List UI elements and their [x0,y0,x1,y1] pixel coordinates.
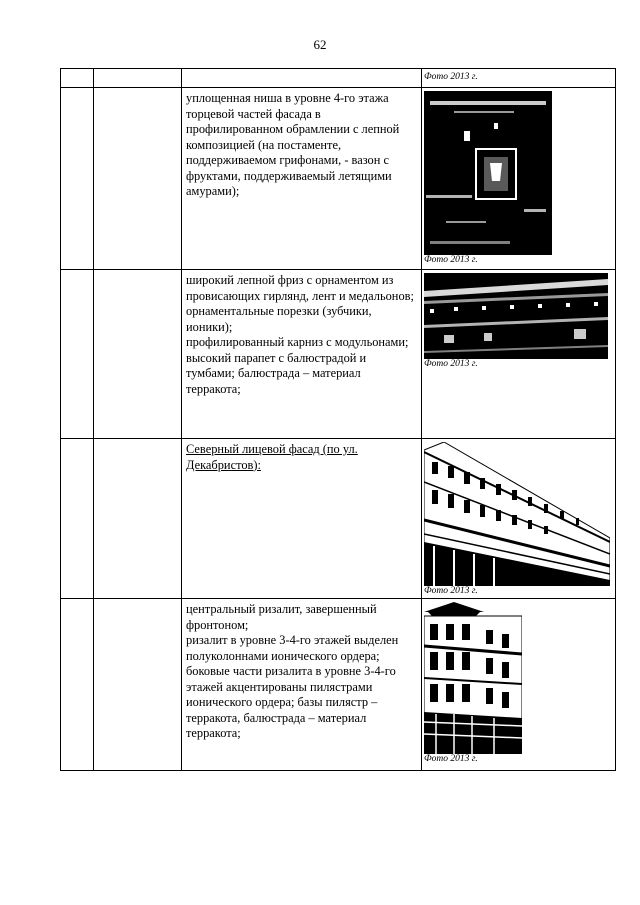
risalit-photo [424,602,615,754]
description-cell [182,599,422,771]
section-heading: Северный лицевой фасад (по ул. Декабристов): [186,442,358,472]
category-cell [94,270,182,439]
number-cell [61,69,94,88]
category-cell [94,439,182,599]
feature-description: уплощенная ниша в уровне 4-го этажа торцевой частей фасада в профилированном обрамлении с лепной композицией (на постаменте, поддерживаемом грифонами, - вазон с фруктами, поддерживаемый летящими амурами); [186,91,400,198]
niche-photo [424,91,615,255]
feature-line: центральный ризалит, завершенный фронтоном; [186,602,377,632]
category-cell [94,599,182,771]
table-row [61,439,616,599]
table-row [61,69,616,88]
description-cell [182,88,422,270]
feature-line: широкий лепной фриз с орнаментом из провисающих гирлянд, лент и медальонов; [186,273,414,303]
monument-features-table [60,68,616,771]
description-cell [182,439,422,599]
number-cell [61,88,94,270]
table-row [61,599,616,771]
photo-caption: Фото 2013 г. [424,255,478,265]
photo-cell [422,270,616,439]
photo-caption: Фото 2013 г. [424,359,478,369]
photo-cell [422,88,616,270]
description-cell [182,69,422,88]
north-facade-photo [424,442,615,586]
feature-line: ризалит в уровне 3-4-го этажей выделен полуколоннами ионического ордера; [186,633,399,663]
photo-caption: Фото 2013 г. [424,72,478,82]
feature-line: профилированный карниз с модульонами; [186,335,409,349]
number-cell [61,439,94,599]
category-cell [94,88,182,270]
feature-line: орнаментальные порезки (зубчики, ионики); [186,304,372,334]
photo-cell [422,439,616,599]
photo-cell [422,599,616,771]
number-cell [61,270,94,439]
photo-caption: Фото 2013 г. [424,586,478,596]
table-row [61,270,616,439]
number-cell [61,599,94,771]
page-number: 62 [313,37,327,52]
description-cell [182,270,422,439]
photo-cell [422,69,616,88]
frieze-photo [424,273,615,359]
table-row [61,88,616,270]
feature-line: боковые части ризалита в уровне 3-4-го этажей акцентированы пилястрами ионического ордера; базы пилястр – терракота, балюстрада – материал терракота; [186,664,396,740]
feature-line: высокий парапет с балюстрадой и тумбами; балюстрада – материал терракота; [186,350,367,396]
photo-caption: Фото 2013 г. [424,754,478,764]
category-cell [94,69,182,88]
